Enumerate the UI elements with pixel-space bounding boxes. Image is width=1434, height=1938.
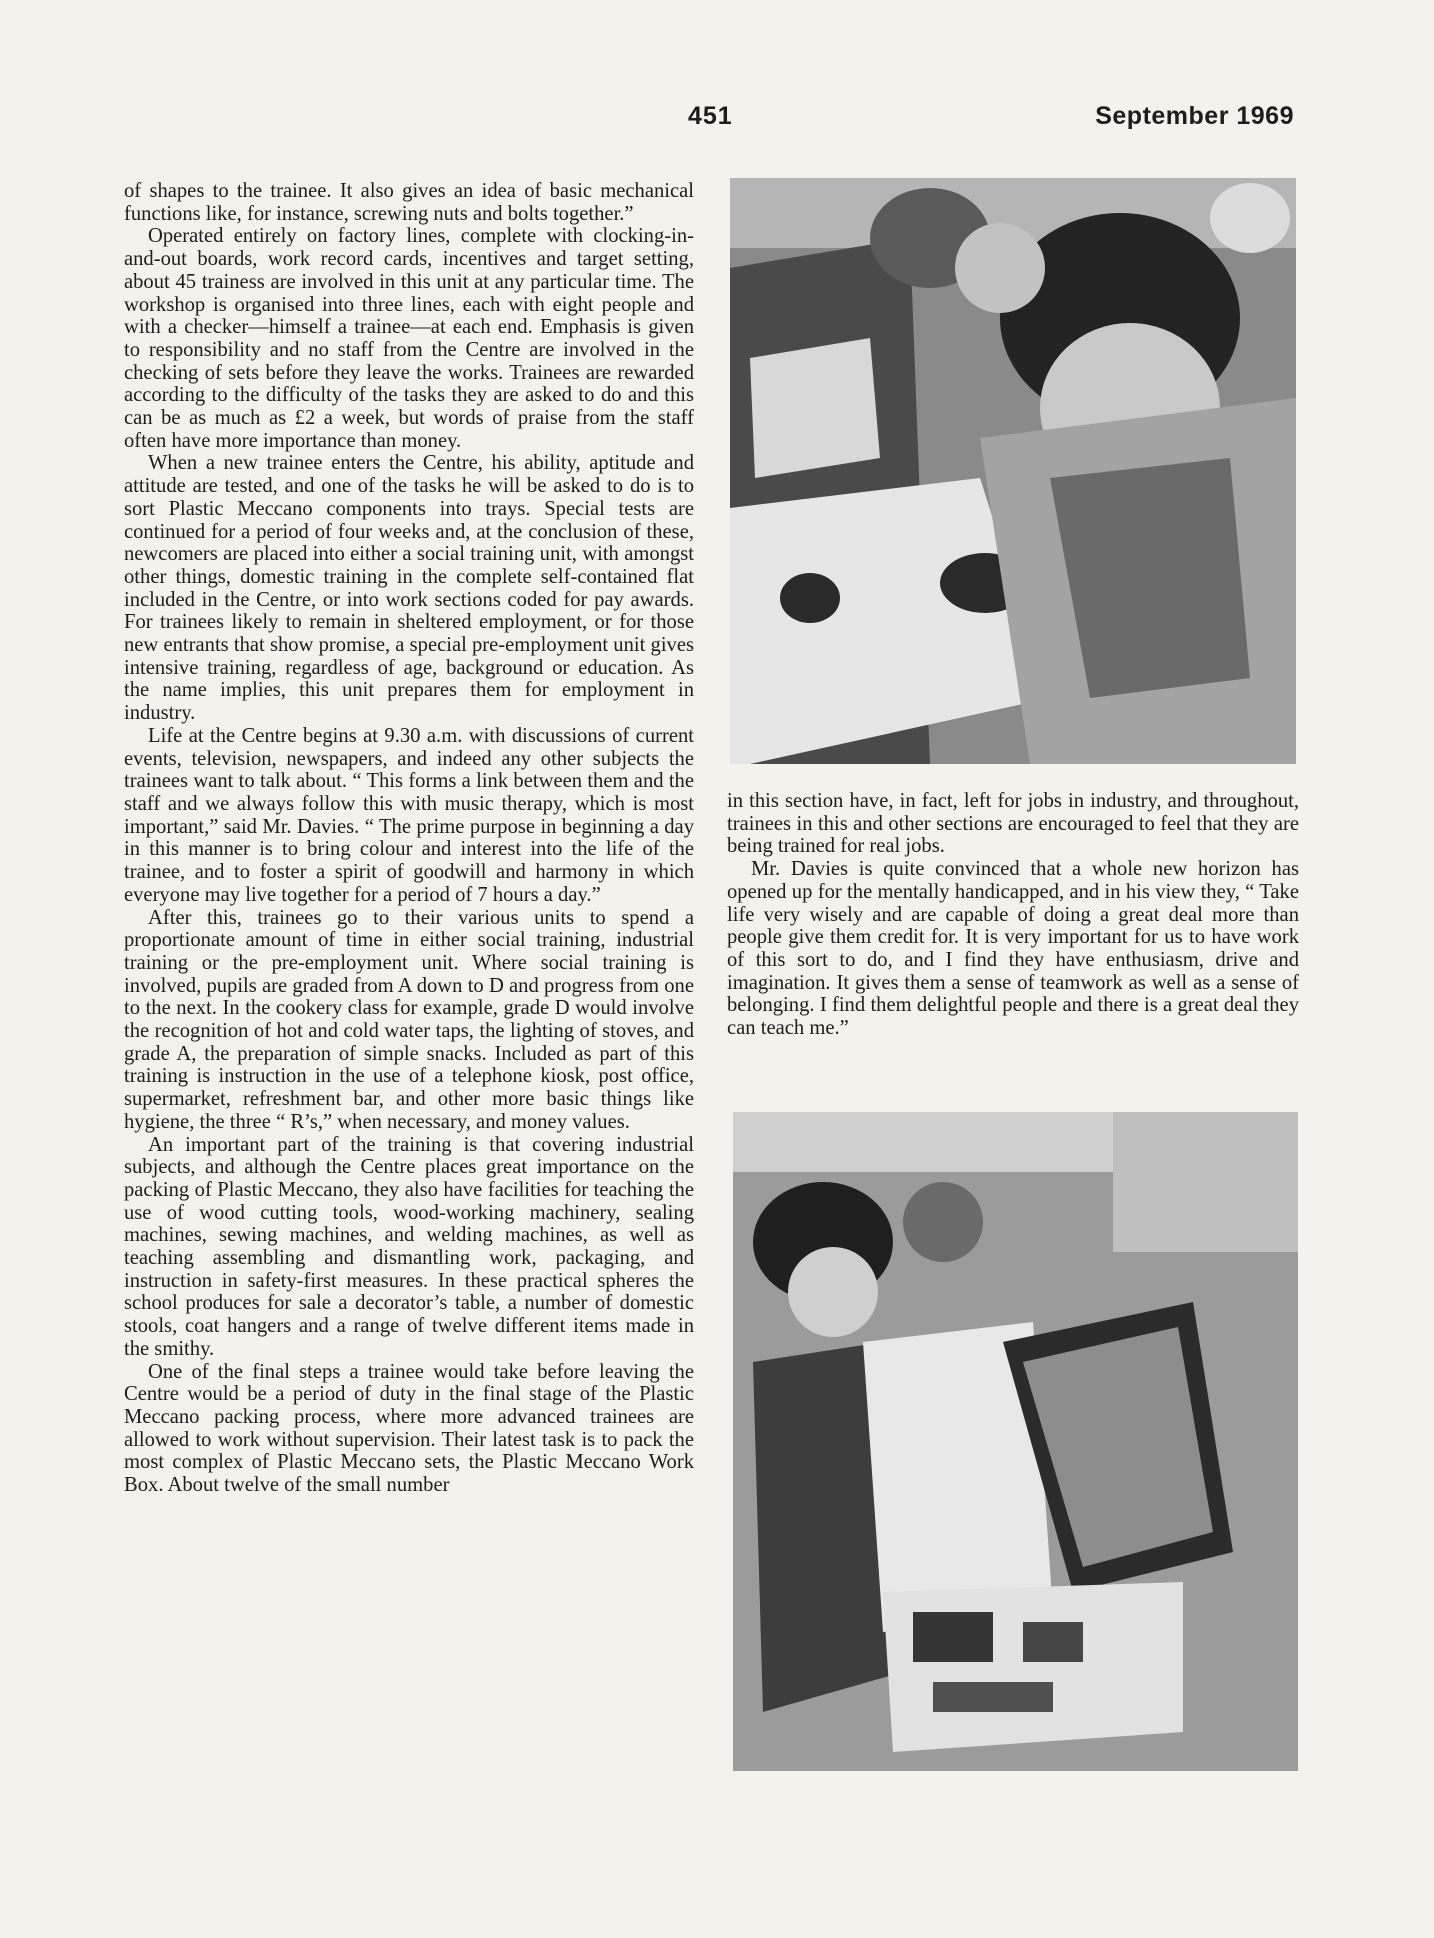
paragraph: An important part of the training is that covering industrial subjects, and although the Centre places great importance on the packing of Plastic Meccano, they also have facilities for teaching the use of wood cutting tools, wood-working machinery, sealing machines, sewing machines, and welding machines, as well as teaching assembling and dismantling work, packaging, and instruction in safety-first measures. In these practical spheres the school produces for sale a decorator’s table, a number of domestic stools, coat hangers and a range of twelve different items made in the smithy. <box>124 1133 694 1360</box>
left-text-column <box>124 180 694 1497</box>
paragraph: When a new trainee enters the Centre, his ability, aptitude and attitude are tested, and one of the tasks he will be asked to do is to sort Plastic Meccano components into trays. Special tests are continued for a period of four weeks and, at the conclusion of these, newcomers are placed into either a social training unit, with amongst other things, domestic training in the complete self-contained flat included in the Centre, or into work sections coded for pay awards. For trainees likely to remain in sheltered employment, or for those new entrants that show promise, a special pre-employment unit gives intensive training, regardless of age, background or education. As the name implies, this unit prepares them for employment in industry. <box>124 452 694 725</box>
paragraph: Life at the Centre begins at 9.30 a.m. with discussions of current events, television, newspapers, and indeed any other subjects the trainees want to talk about. “ This forms a link between them and the staff and we always follow this with music therapy, which is most important,” said Mr. Davies. “ The prime purpose in beginning a day in this manner is to bring colour and interest into the life of the trainee, and to foster a spirit of goodwill and harmony in which everyone may live together for a period of 7 hours a day.” <box>124 724 694 906</box>
page-number: 451 <box>688 102 733 130</box>
paragraph: Mr. Davies is quite convinced that a whole new horizon has opened up for the mentally handicapped, and in his view they, “ Take life very wisely and are capable of doing a great deal more than people give them credit for. It is very important for us to have work of this sort to do, and I find they have enthusiasm, drive and imagination. It gives them a sense of teamwork as well as a sense of belonging. I find them delightful people and there is a great deal they can teach me.” <box>727 858 1299 1040</box>
photo-packing-work-box <box>733 1112 1298 1771</box>
photo-trainees-packing-sets <box>730 178 1296 764</box>
issue-date: September 1969 <box>1095 102 1294 130</box>
paragraph: in this section have, in fact, left for jobs in industry, and throughout, trainees in this and other sections are encouraged to feel that they are being trained for real jobs. <box>727 790 1299 858</box>
paragraph: One of the final steps a trainee would take before leaving the Centre would be a period of duty in the final stage of the Plastic Meccano packing process, where more advanced trainees are allowed to work without supervision. Their latest task is to pack the most complex of Plastic Meccano sets, the Plastic Meccano Work Box. About twelve of the small number <box>124 1360 694 1497</box>
paragraph: Operated entirely on factory lines, complete with clocking-in-and-out boards, work record cards, incentives and target setting, about 45 trainess are involved in this unit at any particular time. The workshop is organised into three lines, each with eight people and with a checker—himself a trainee—at each end. Emphasis is given to responsibility and no staff from the Centre are involved in the checking of sets before they leave the works. Trainees are rewarded according to the difficulty of the tasks they are asked to do and this can be as much as £2 a week, but words of praise from the staff often have more importance than money. <box>124 225 694 452</box>
paragraph: After this, trainees go to their various units to spend a proportionate amount of time in either social training, industrial training or the pre-employment unit. Where social training is involved, pupils are graded from A down to D and progress from one to the next. In the cookery class for example, grade D would involve the recognition of hot and cold water taps, the lighting of stoves, and grade A, the preparation of simple snacks. Included as part of this training is instruction in the use of a telephone kiosk, post office, supermarket, refreshment bar, and other more basic things like hygiene, the three “ R’s,” when necessary, and money values. <box>124 906 694 1133</box>
right-text-column <box>727 790 1299 1040</box>
paragraph: of shapes to the trainee. It also gives an idea of basic mechanical functions like, for instance, screwing nuts and bolts together.” <box>124 180 694 225</box>
